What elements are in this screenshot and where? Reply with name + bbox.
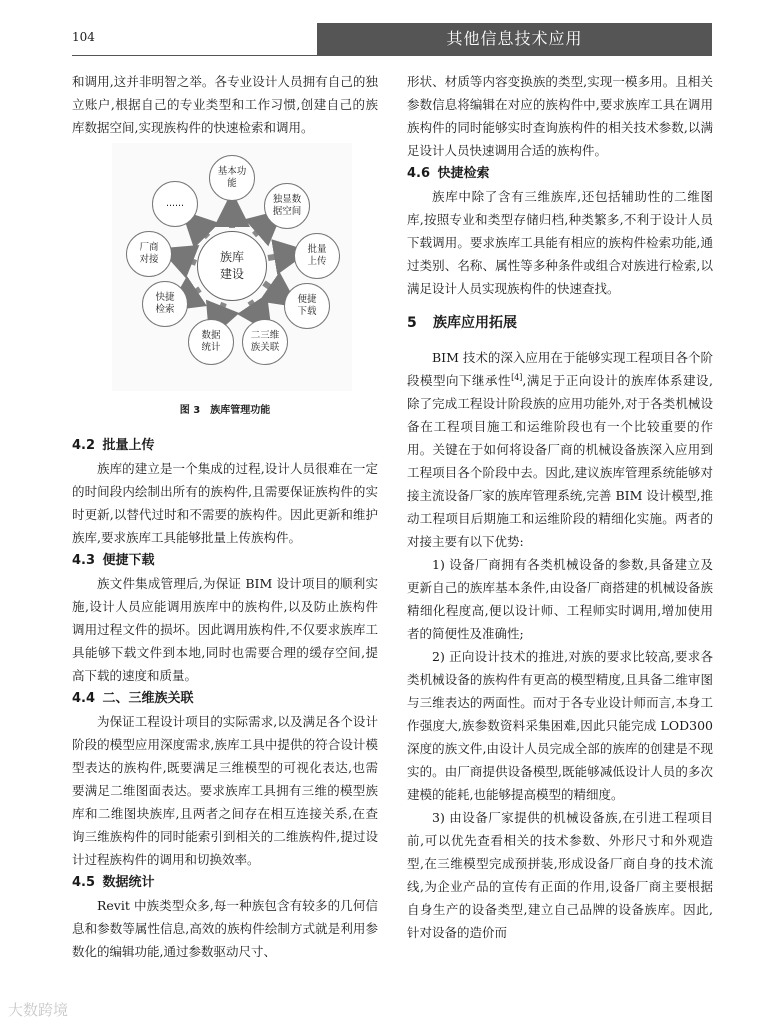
- section-4-3-heading: [72, 549, 378, 572]
- node-quick-search: [142, 281, 188, 327]
- section-number: 4.3: [72, 553, 96, 568]
- arrow-2: [254, 221, 270, 235]
- arrow-9: [194, 223, 208, 237]
- node-label: 据空间: [272, 206, 302, 217]
- section-4-2-text: 族库的建立是一个集成的过程,设计人员很难在一定的时间段内绘制出所有的族构件,且需要保证族构件的实时更新,以替代过时和不需要的族构件。因此更新和维护族库,要求族库工具能够批量上传族构件。: [72, 461, 378, 545]
- section-4-4-heading: [72, 687, 378, 710]
- section-number: 4.6: [407, 166, 431, 181]
- node-independent-data-space: [264, 183, 310, 229]
- figure-caption: [72, 401, 378, 416]
- node-label: 独显数: [272, 194, 302, 205]
- node-label: 厂商: [139, 242, 159, 253]
- journal-section-banner: 其他信息技术应用: [317, 23, 712, 55]
- citation-ref: [4]: [511, 372, 523, 382]
- arrow-4: [264, 283, 284, 297]
- section-4-6-heading: [407, 162, 713, 185]
- node-ellipsis: [152, 181, 198, 227]
- intro-paragraph: 和调用,这并非明智之举。各专业设计人员拥有自己的独立账户,根据自己的专业类型和工作习惯,创建自己的族库数据空间,实现族构件的快速检索和调用。: [72, 74, 378, 135]
- right-column: [407, 70, 713, 944]
- advantage-point-1: 1) 设备厂商拥有各类机械设备的参数,具备建立及更新自己的族库基本条件,由设备厂商搭建的机械设备族精细化程度高,便以设计师、工程师实时调用,增加使用者的简便性及准确性;: [407, 557, 713, 641]
- node-label: 统计: [201, 342, 221, 353]
- section-number: 4.5: [72, 875, 96, 890]
- node-label: 上传: [307, 256, 327, 267]
- section-number: 5: [407, 315, 417, 331]
- arrow-5: [250, 301, 262, 319]
- node-label: 基本功: [217, 166, 247, 177]
- node-label: 批量: [307, 244, 327, 255]
- node-label: 快捷: [155, 292, 175, 303]
- continuation-paragraph: 形状、材质等内容变换族的类型,实现一模多用。且相关参数信息将编辑在对应的族构件中,要求族库工具在调用族构件的同时能够实时查询族构件的相关技术参数,以满足设计人员快速调用合适的族构件。: [407, 74, 713, 158]
- node-vendor-connection: [126, 231, 172, 277]
- center-line-2: 建设: [219, 267, 244, 281]
- figure-title: 族库管理功能: [210, 405, 271, 416]
- node-label: 能: [227, 178, 237, 189]
- section-5-text-part-2: ,满足于正向设计的族库体系建设,除了完成工程设计阶段族的应用功能外,对于各类机械设备在工程项目施工和运维阶段也有一个比较重要的作用。关键在于如何将设备厂商的机械设备族深入应用到工程项目各个阶段中去。因此,建议族库管理系统能够对接主流设备厂家的族库管理系统,完善 BIM 设计模型,推动工程项目后期施工和运维阶段的精细化实施。两者的对接主要有以下优势:: [407, 373, 713, 549]
- section-5-text-part-1: BIM 技术的深入应用在于能够实现工程项目各个阶段模型向下继承性: [407, 350, 713, 388]
- figure-library-functions: [112, 143, 352, 391]
- left-column: [72, 70, 378, 963]
- node-2d-3d-association: [242, 319, 288, 365]
- section-4-4-text: 为保证工程设计项目的实际需求,以及满足各个设计阶段的模型应用深度需求,族库工具中提供的符合设计模型表达的族构件,既要满足三维模型的可视化表达,也需要满足二维图面表达。要求族库工具拥有三维的模型族库和二维图块族库,且两者之间存在相互连接关系,在查询三维族构件的同时能索引到相关的二维族构件,提过设计过程族构件的调用和切换效率。: [72, 714, 378, 867]
- node-label: 检索: [155, 304, 175, 315]
- section-4-3-text: 族文件集成管理后,为保证 BIM 设计项目的顺利实施,设计人员应能调用族库中的族构件,以及防止族构件调用过程文件的损坏。因此调用族构件,不仅要求族库工具能够下载文件到本地,同时也需要合理的缓存空间,提高下载的速度和质量。: [72, 576, 378, 683]
- section-5-text: [407, 346, 713, 553]
- node-convenient-download: [284, 283, 330, 329]
- node-data-statistics: [188, 319, 234, 365]
- section-title: 快捷检索: [437, 166, 490, 181]
- section-title: 批量上传: [102, 438, 155, 453]
- node-label: 族关联: [250, 342, 280, 353]
- section-number: 4.2: [72, 438, 96, 453]
- node-batch-upload: [294, 233, 340, 279]
- node-label: 对接: [139, 254, 159, 265]
- node-label: 二三维: [250, 330, 280, 341]
- watermark: 大数跨境: [8, 1001, 69, 1019]
- node-label: 下载: [297, 306, 317, 317]
- section-4-5-text: Revit 中族类型众多,每一种族包含有较多的几何信息和参数等属性信息,高效的族构件绘制方式就是利用参数化的编辑功能,通过参数驱动尺寸、: [72, 898, 378, 959]
- arrow-3: [268, 254, 292, 258]
- section-4-6-text: 族库中除了含有三维族库,还包括辅助性的二维图库,按照专业和类型存储归档,种类繁多,不利于设计人员下载调用。要求族库工具能有相应的族构件检索功能,通过类别、名称、属性等多种条件或组合对族进行检索,以满足设计人员实现族构件的快速查找。: [407, 189, 713, 296]
- arrow-8: [176, 255, 196, 263]
- node-label: ......: [165, 198, 185, 209]
- advantage-point-2: 2) 正向设计技术的推进,对族的要求比较高,要求各类机械设备的族构件有更高的模型精度,且具备二维审图与三维表达的两面性。而对于各专业设计师而言,本身工作强度大,族参数资料采集困难,因此只能完成 LOD300 深度的族文件,由设计人员完成全部的族库的创建是不现实的。由厂商提供设备模型,既能够减低设计人员的多次建模的能耗,也能够提高模型的精细度。: [407, 649, 713, 802]
- section-title: 便捷下载: [102, 553, 155, 568]
- section-4-5-heading: [72, 871, 378, 894]
- figure-label: 图 3: [179, 405, 201, 416]
- section-title: 族库应用拓展: [433, 315, 517, 331]
- section-number: 4.4: [72, 691, 96, 706]
- section-title: 二、三维族关联: [102, 691, 194, 706]
- section-5-heading: [407, 312, 713, 334]
- node-label: 便捷: [297, 294, 317, 305]
- center-node-library-construction: [197, 231, 267, 301]
- node-basic-function: [209, 155, 255, 201]
- center-line-1: 族库: [219, 250, 244, 264]
- advantage-point-3: 3) 由设备厂家提供的机械设备族,在引进工程项目前,可以优先查看相关的技术参数、外形尺寸和外观造型,在三维模型完成预拼装,形成设备厂商自身的技术流线,为企业产品的宣传有正面的作用,设备厂商主要根据自身生产的设备类型,建立自己品牌的设备族库。因此,针对设备的造价而: [407, 810, 713, 940]
- header-divider: [72, 55, 712, 56]
- section-title: 数据统计: [102, 875, 155, 890]
- section-4-2-heading: [72, 434, 378, 457]
- page-number: 104: [72, 30, 95, 44]
- node-label: 数据: [201, 330, 221, 341]
